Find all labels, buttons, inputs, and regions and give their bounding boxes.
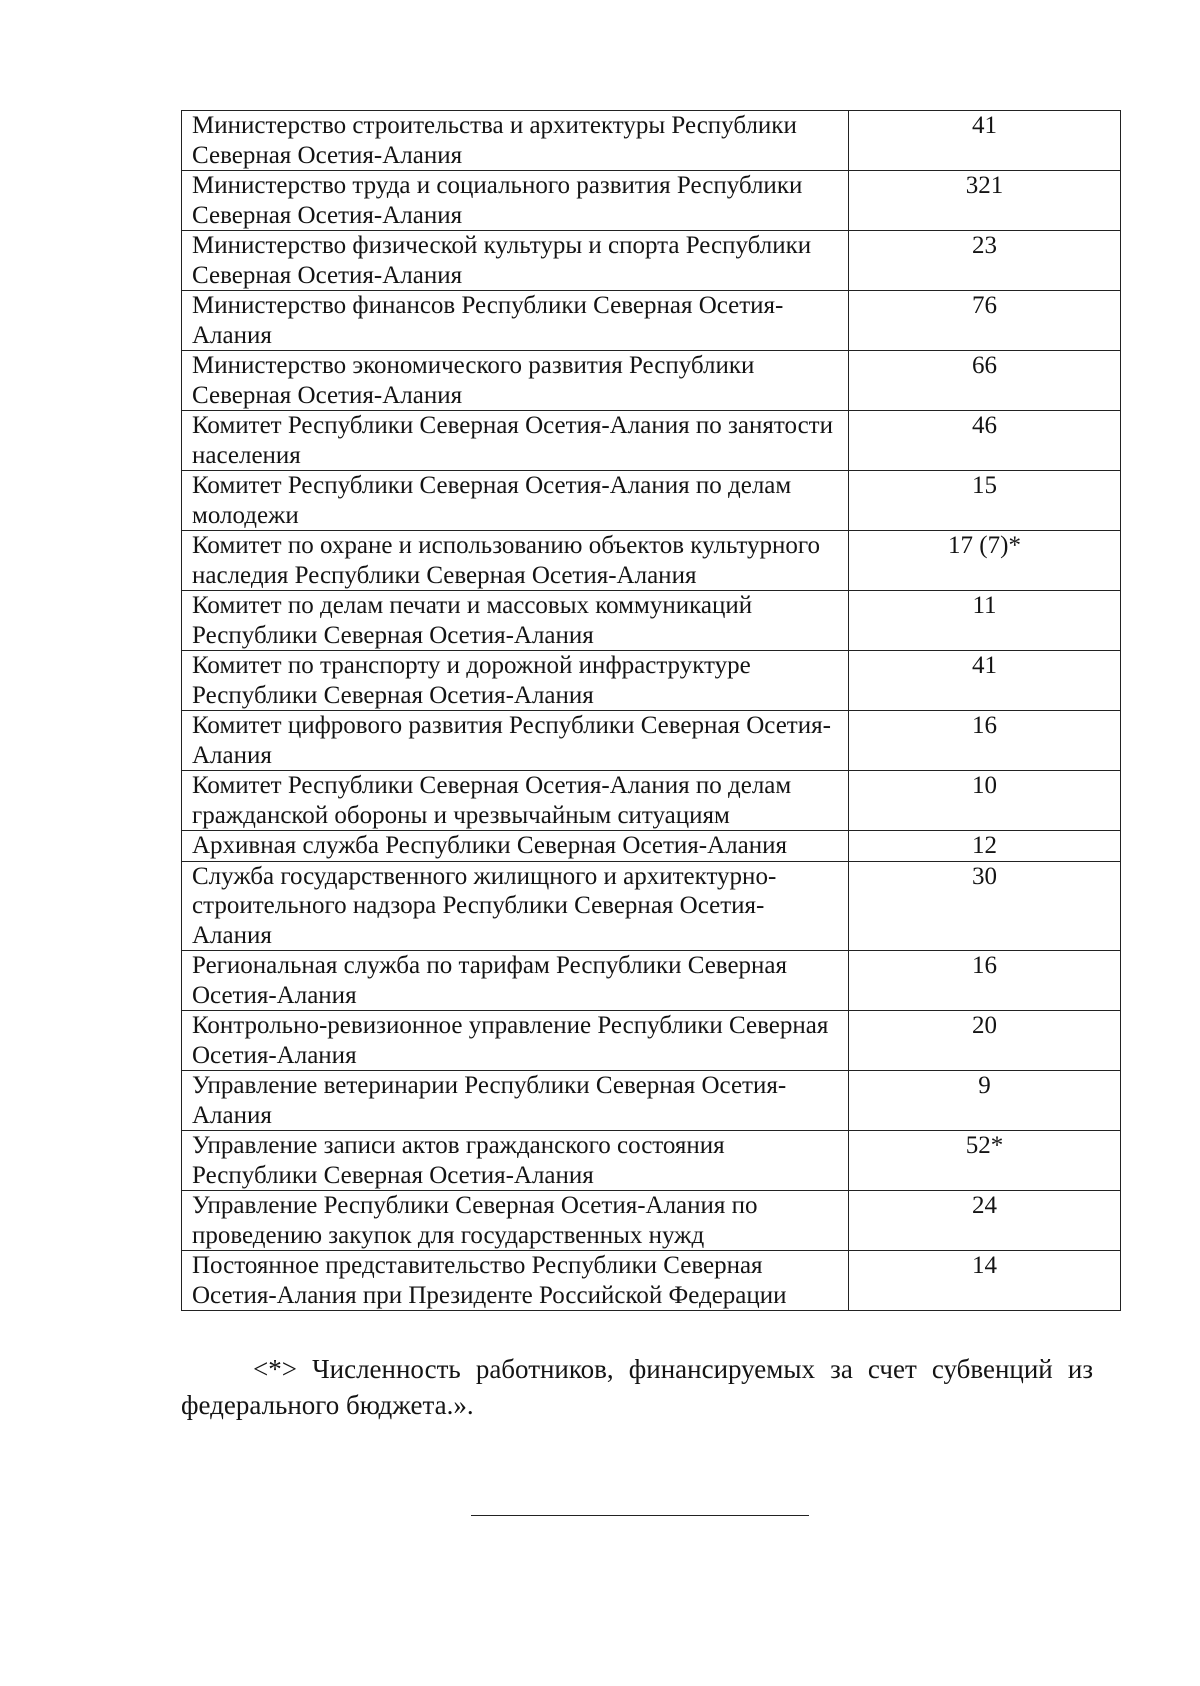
table-row xyxy=(182,861,1121,951)
table-row xyxy=(182,171,1121,231)
organization-name-cell: Управление Республики Северная Осетия-Алания по проведению закупок для государственных нужд xyxy=(182,1191,849,1251)
staff-count-cell: 20 xyxy=(849,1011,1121,1071)
organization-name-cell: Постоянное представительство Республики Северная Осетия-Алания при Президенте Российской Федерации xyxy=(182,1251,849,1311)
organization-name-cell: Комитет по транспорту и дорожной инфраструктуре Республики Северная Осетия-Алания xyxy=(182,651,849,711)
table-row xyxy=(182,1071,1121,1131)
table-row xyxy=(182,531,1121,591)
organization-name-cell: Комитет Республики Северная Осетия-Алания по занятости населения xyxy=(182,411,849,471)
staff-count-cell: 66 xyxy=(849,351,1121,411)
table-row xyxy=(182,951,1121,1011)
table-row xyxy=(182,351,1121,411)
table-row xyxy=(182,1131,1121,1191)
staff-count-cell: 17 (7)* xyxy=(849,531,1121,591)
staff-count-cell: 10 xyxy=(849,771,1121,831)
staff-count-cell: 30 xyxy=(849,861,1121,951)
staff-count-cell: 15 xyxy=(849,471,1121,531)
staff-count-cell: 16 xyxy=(849,951,1121,1011)
organization-name-cell: Министерство физической культуры и спорта Республики Северная Осетия-Алания xyxy=(182,231,849,291)
end-of-document-rule xyxy=(471,1515,809,1516)
staff-count-cell: 76 xyxy=(849,291,1121,351)
staff-count-cell: 321 xyxy=(849,171,1121,231)
organization-name-cell: Министерство финансов Республики Северная Осетия-Алания xyxy=(182,291,849,351)
staff-count-cell: 9 xyxy=(849,1071,1121,1131)
organization-name-cell: Комитет Республики Северная Осетия-Алания по делам гражданской обороны и чрезвычайным ситуациям xyxy=(182,771,849,831)
table-body xyxy=(182,111,1121,1311)
organization-name-cell: Комитет Республики Северная Осетия-Алания по делам молодежи xyxy=(182,471,849,531)
staff-count-cell: 24 xyxy=(849,1191,1121,1251)
staff-count-table xyxy=(181,110,1121,1311)
table-row xyxy=(182,651,1121,711)
staff-count-cell: 23 xyxy=(849,231,1121,291)
organization-name-cell: Управление ветеринарии Республики Северная Осетия-Алания xyxy=(182,1071,849,1131)
organization-name-cell: Служба государственного жилищного и архитектурно-строительного надзора Республики Северная Осетия-Алания xyxy=(182,861,849,951)
staff-count-cell: 14 xyxy=(849,1251,1121,1311)
staff-count-cell: 46 xyxy=(849,411,1121,471)
table-row xyxy=(182,291,1121,351)
table-row xyxy=(182,1191,1121,1251)
organization-name-cell: Архивная служба Республики Северная Осетия-Алания xyxy=(182,831,849,862)
organization-name-cell: Комитет по охране и использованию объектов культурного наследия Республики Северная Осетия-Алания xyxy=(182,531,849,591)
table-row xyxy=(182,471,1121,531)
table-row xyxy=(182,591,1121,651)
staff-count-cell: 41 xyxy=(849,651,1121,711)
organization-name-cell: Контрольно-ревизионное управление Республики Северная Осетия-Алания xyxy=(182,1011,849,1071)
staff-count-cell: 16 xyxy=(849,711,1121,771)
table-row xyxy=(182,831,1121,862)
table-row xyxy=(182,1011,1121,1071)
staff-count-cell: 41 xyxy=(849,111,1121,171)
organization-name-cell: Комитет по делам печати и массовых коммуникаций Республики Северная Осетия-Алания xyxy=(182,591,849,651)
staff-count-cell: 11 xyxy=(849,591,1121,651)
organization-name-cell: Министерство экономического развития Республики Северная Осетия-Алания xyxy=(182,351,849,411)
organization-name-cell: Региональная служба по тарифам Республики Северная Осетия-Алания xyxy=(182,951,849,1011)
organization-name-cell: Управление записи актов гражданского состояния Республики Северная Осетия-Алания xyxy=(182,1131,849,1191)
table-row xyxy=(182,411,1121,471)
footnote: <*> Численность работников, финансируемых за счет субвенций из федерального бюджета.». xyxy=(181,1354,1093,1420)
table-row xyxy=(182,1251,1121,1311)
table-row xyxy=(182,711,1121,771)
staff-count-cell: 52* xyxy=(849,1131,1121,1191)
table-row xyxy=(182,771,1121,831)
staff-count-cell: 12 xyxy=(849,831,1121,862)
organization-name-cell: Министерство строительства и архитектуры Республики Северная Осетия-Алания xyxy=(182,111,849,171)
table-row xyxy=(182,111,1121,171)
organization-name-cell: Министерство труда и социального развития Республики Северная Осетия-Алания xyxy=(182,171,849,231)
organization-name-cell: Комитет цифрового развития Республики Северная Осетия-Алания xyxy=(182,711,849,771)
table-row xyxy=(182,231,1121,291)
